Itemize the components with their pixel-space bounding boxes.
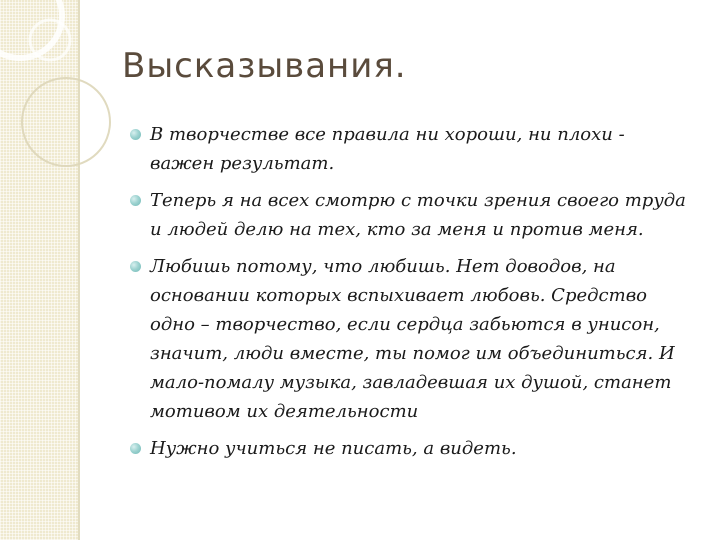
bullet-dot-icon [130, 129, 141, 140]
slide-title: Высказывания. [122, 46, 407, 86]
decorative-circle-small [30, 20, 70, 60]
bullet-item [130, 252, 690, 426]
decorative-circles [0, 0, 120, 200]
bullet-text: Нужно учиться не писать, а видеть. [150, 438, 517, 459]
bullet-dot-icon [130, 261, 141, 272]
bullet-dot-icon [130, 443, 141, 454]
decorative-circle-medium [22, 78, 110, 166]
bullet-item [130, 186, 690, 244]
bullet-dot-icon [130, 195, 141, 206]
bullet-item [130, 120, 690, 178]
bullet-text: В творчестве все правила ни хороши, ни плохи - важен результат. [150, 124, 625, 174]
bullet-list [130, 120, 690, 471]
bullet-text: Любишь потому, что любишь. Нет доводов, на основании которых вспыхивает любовь. Средство одно – творчество, если сердца забьются в унисон, значит, люди вместе, ты помог им объединиться. И мало-помалу музыка, завладевшая их душой, станет мотивом их деятельности [150, 256, 675, 422]
bullet-item [130, 434, 690, 463]
bullet-text: Теперь я на всех смотрю с точки зрения своего труда и людей делю на тех, кто за меня и против меня. [150, 190, 686, 240]
